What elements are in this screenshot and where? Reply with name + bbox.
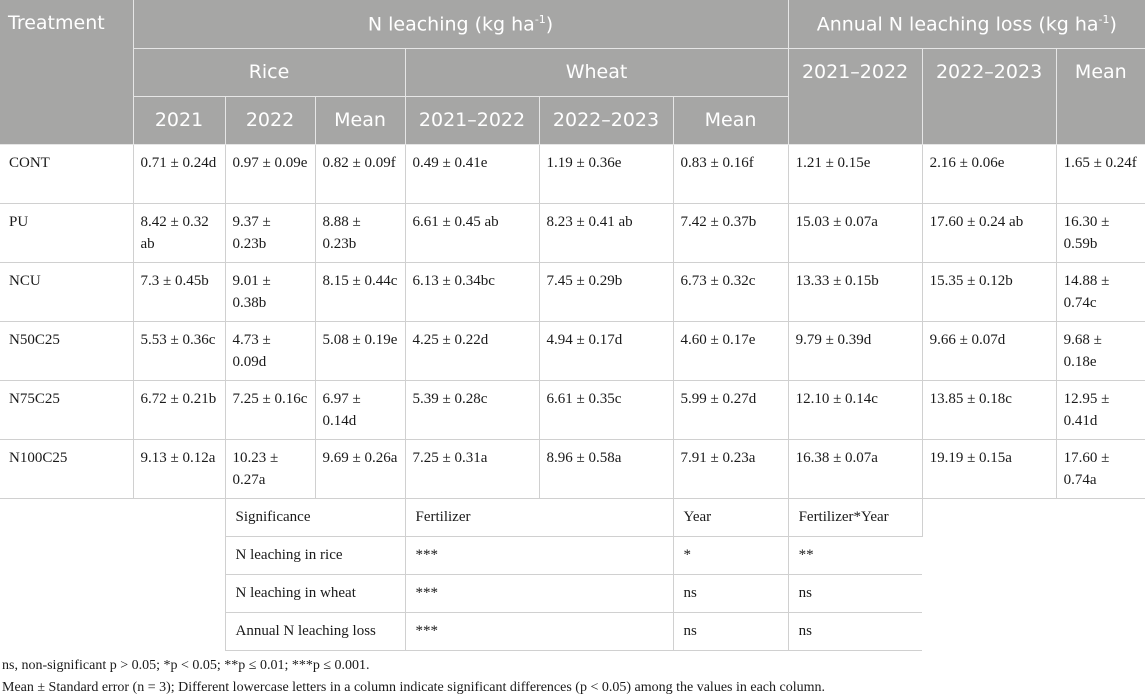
blank-cell: [922, 498, 1145, 650]
value-cell: 8.15 ± 0.44c: [315, 262, 405, 321]
value-cell: 7.45 ± 0.29b: [539, 262, 673, 321]
treatment-cell: N50C25: [0, 321, 133, 380]
value-cell: 19.19 ± 0.15a: [922, 439, 1056, 498]
significance-value: ns: [788, 574, 922, 612]
value-cell: 4.94 ± 0.17d: [539, 321, 673, 380]
value-cell: 14.88 ± 0.74c: [1056, 262, 1145, 321]
table-row: [0, 439, 1145, 498]
treatment-cell: PU: [0, 203, 133, 262]
value-cell: 15.03 ± 0.07a: [788, 203, 922, 262]
significance-label: Significance: [225, 498, 405, 536]
value-cell: 17.60 ± 0.74a: [1056, 439, 1145, 498]
value-cell: 4.60 ± 0.17e: [673, 321, 788, 380]
value-cell: 8.42 ± 0.32 ab: [133, 203, 225, 262]
significance-header-row: [0, 498, 1145, 536]
blank-cell: [0, 498, 225, 650]
value-cell: 6.97 ± 0.14d: [315, 380, 405, 439]
table-row: [0, 203, 1145, 262]
table-row: [0, 321, 1145, 380]
significance-value: ns: [788, 612, 922, 650]
value-cell: 9.37 ± 0.23b: [225, 203, 315, 262]
rice-2022-header: 2022: [225, 96, 315, 144]
significance-value: ***: [405, 574, 673, 612]
value-cell: 0.82 ± 0.09f: [315, 144, 405, 203]
value-cell: 7.25 ± 0.16c: [225, 380, 315, 439]
value-cell: 13.85 ± 0.18c: [922, 380, 1056, 439]
significance-value: ***: [405, 536, 673, 574]
value-cell: 9.66 ± 0.07d: [922, 321, 1056, 380]
value-cell: 2.16 ± 0.06e: [922, 144, 1056, 203]
value-cell: 0.71 ± 0.24d: [133, 144, 225, 203]
significance-label: Annual N leaching loss: [225, 612, 405, 650]
value-cell: 12.95 ± 0.41d: [1056, 380, 1145, 439]
rice-header: Rice: [133, 48, 405, 96]
wheat-2021-2022-header: 2021–2022: [405, 96, 539, 144]
value-cell: 1.19 ± 0.36e: [539, 144, 673, 203]
significance-value: **: [788, 536, 922, 574]
value-cell: 4.73 ± 0.09d: [225, 321, 315, 380]
value-cell: 9.69 ± 0.26a: [315, 439, 405, 498]
value-cell: 7.91 ± 0.23a: [673, 439, 788, 498]
value-cell: 9.79 ± 0.39d: [788, 321, 922, 380]
value-cell: 9.68 ± 0.18e: [1056, 321, 1145, 380]
annual-2021-2022-header: 2021–2022: [788, 48, 922, 144]
value-cell: 16.38 ± 0.07a: [788, 439, 922, 498]
value-cell: 1.21 ± 0.15e: [788, 144, 922, 203]
wheat-mean-header: Mean: [673, 96, 788, 144]
annual-2022-2023-header: 2022–2023: [922, 48, 1056, 144]
value-cell: 7.42 ± 0.37b: [673, 203, 788, 262]
value-cell: 16.30 ± 0.59b: [1056, 203, 1145, 262]
significance-value: ***: [405, 612, 673, 650]
table-row: [0, 144, 1145, 203]
value-cell: 6.61 ± 0.45 ab: [405, 203, 539, 262]
value-cell: 15.35 ± 0.12b: [922, 262, 1056, 321]
table-row: [0, 380, 1145, 439]
annual-loss-header: Annual N leaching loss (kg $ha^{-1}$): [788, 0, 1145, 48]
significance-value: Fertilizer: [405, 498, 673, 536]
table-row: [0, 262, 1145, 321]
significance-value: Fertilizer*Year: [788, 498, 922, 536]
value-cell: 10.23 ± 0.27a: [225, 439, 315, 498]
wheat-header: Wheat: [405, 48, 788, 96]
treatment-cell: N100C25: [0, 439, 133, 498]
value-cell: 17.60 ± 0.24 ab: [922, 203, 1056, 262]
value-cell: 8.96 ± 0.58a: [539, 439, 673, 498]
value-cell: 9.13 ± 0.12a: [133, 439, 225, 498]
value-cell: 9.01 ± 0.38b: [225, 262, 315, 321]
value-cell: 13.33 ± 0.15b: [788, 262, 922, 321]
mean-note: Mean ± Standard error (n = 3); Different lowercase letters in a column indicate significant differences (p < 0.05) among the values in each column.: [2, 680, 826, 695]
significance-value: ns: [673, 612, 788, 650]
table-notes: [2, 655, 825, 699]
value-cell: 0.83 ± 0.16f: [673, 144, 788, 203]
value-cell: 5.08 ± 0.19e: [315, 321, 405, 380]
value-cell: 6.73 ± 0.32c: [673, 262, 788, 321]
value-cell: 0.97 ± 0.09e: [225, 144, 315, 203]
value-cell: 7.3 ± 0.45b: [133, 262, 225, 321]
n-leaching-header: N leaching (kg $ha^{-1}$): [133, 0, 788, 48]
value-cell: 6.72 ± 0.21b: [133, 380, 225, 439]
value-cell: 5.99 ± 0.27d: [673, 380, 788, 439]
value-cell: 4.25 ± 0.22d: [405, 321, 539, 380]
significance-label: N leaching in wheat: [225, 574, 405, 612]
significance-value: *: [673, 536, 788, 574]
value-cell: 6.61 ± 0.35c: [539, 380, 673, 439]
rice-mean-header: Mean: [315, 96, 405, 144]
value-cell: 8.88 ± 0.23b: [315, 203, 405, 262]
value-cell: 6.13 ± 0.34bc: [405, 262, 539, 321]
significance-label: N leaching in rice: [225, 536, 405, 574]
value-cell: 12.10 ± 0.14c: [788, 380, 922, 439]
treatment-header: Treatment: [0, 0, 133, 144]
value-cell: 7.25 ± 0.31a: [405, 439, 539, 498]
value-cell: 0.49 ± 0.41e: [405, 144, 539, 203]
significance-value: Year: [673, 498, 788, 536]
treatment-cell: CONT: [0, 144, 133, 203]
wheat-2022-2023-header: 2022–2023: [539, 96, 673, 144]
rice-2021-header: 2021: [133, 96, 225, 144]
treatment-cell: N75C25: [0, 380, 133, 439]
value-cell: 5.53 ± 0.36c: [133, 321, 225, 380]
value-cell: 8.23 ± 0.41 ab: [539, 203, 673, 262]
treatment-cell: NCU: [0, 262, 133, 321]
value-cell: 1.65 ± 0.24f: [1056, 144, 1145, 203]
annual-mean-header: Mean: [1056, 48, 1145, 144]
significance-note: ns, non-significant p > 0.05; *p < 0.05; **p ≤ 0.01; ***p ≤ 0.001.: [2, 658, 370, 673]
value-cell: 5.39 ± 0.28c: [405, 380, 539, 439]
significance-value: ns: [673, 574, 788, 612]
